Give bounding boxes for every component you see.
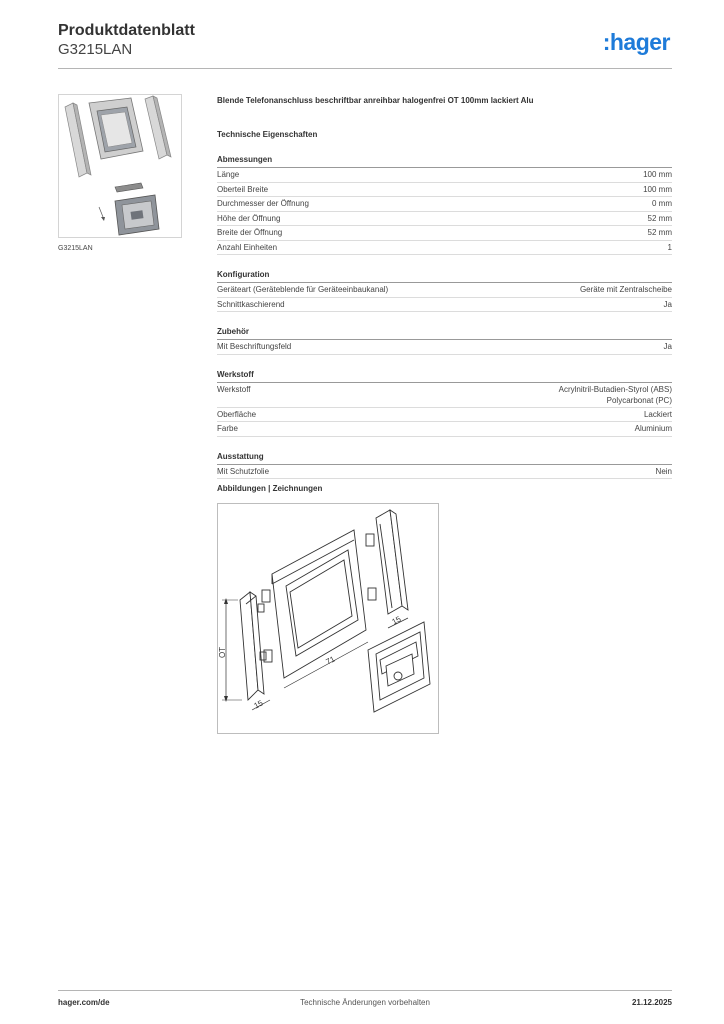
footer-website[interactable]: hager.com/de <box>58 998 110 1007</box>
spec-value: 0 mm <box>652 199 672 208</box>
document-title: Produktdatenblatt <box>58 22 195 39</box>
group-zubehoer <box>217 327 672 355</box>
spec-value: Nein <box>655 466 672 476</box>
spec-value: 52 mm <box>647 213 672 223</box>
spec-label: Werkstoff <box>217 384 251 394</box>
spec-row <box>217 168 672 183</box>
footer-divider <box>58 990 672 991</box>
page-header <box>58 22 672 58</box>
spec-label: Farbe <box>217 424 238 433</box>
spec-value: 100 mm <box>643 170 672 179</box>
spec-row <box>217 197 672 212</box>
footer-notice: Technische Änderungen vorbehalten <box>300 998 430 1007</box>
technical-drawing <box>217 503 439 734</box>
product-exploded-illustration <box>59 95 181 237</box>
spec-row <box>217 383 672 408</box>
group-title: Werkstoff <box>217 370 672 383</box>
spec-row <box>217 340 672 355</box>
thumbnail-caption: G3215LAN <box>58 245 93 252</box>
spec-row <box>217 212 672 227</box>
spec-label: Oberteil Breite <box>217 184 269 194</box>
spec-label: Oberfläche <box>217 409 257 419</box>
group-title: Konfiguration <box>217 270 672 283</box>
group-title: Ausstattung <box>217 452 672 465</box>
spec-value: Aluminium <box>634 424 672 433</box>
footer-date: 21.12.2025 <box>631 998 672 1007</box>
spec-label: Mit Schutzfolie <box>217 466 270 476</box>
spec-label: Durchmesser der Öffnung <box>217 199 309 208</box>
product-description: Blende Telefonanschluss beschriftbar anreihbar halogenfrei OT 100mm lackiert Alu <box>217 96 534 105</box>
group-abmessungen <box>217 155 672 255</box>
technical-heading: Technische Eigenschaften <box>217 130 318 139</box>
dimension-ot: OT <box>218 646 228 659</box>
group-title: Abmessungen <box>217 155 672 168</box>
spec-row <box>217 298 672 313</box>
spec-row <box>217 465 672 480</box>
spec-value: Lackiert <box>643 409 672 419</box>
dimension-15-right: 15 <box>390 614 403 627</box>
spec-row <box>217 422 672 437</box>
spec-value: 100 mm <box>643 184 672 194</box>
spec-row <box>217 408 672 423</box>
hager-logo: :hager <box>602 29 670 55</box>
spec-label: Breite der Öffnung <box>217 228 283 237</box>
spec-label: Anzahl Einheiten <box>217 242 278 252</box>
spec-value: Ja <box>663 342 672 351</box>
exploded-line-drawing <box>218 504 438 733</box>
spec-label: Geräteart (Geräteblende für Geräteeinbaukanal) <box>217 285 389 294</box>
spec-value: 52 mm <box>647 228 672 237</box>
spec-row <box>217 283 672 298</box>
product-thumbnail <box>58 94 182 238</box>
spec-row <box>217 183 672 198</box>
spec-value: Geräte mit Zentralscheibe <box>579 285 672 294</box>
product-code: G3215LAN <box>58 41 133 58</box>
dimension-15-bottom: 15 <box>252 698 265 711</box>
spec-value: Acrylnitril-Butadien-Styrol (ABS) Polycarbonat (PC) <box>558 384 672 405</box>
header-divider <box>58 68 672 69</box>
spec-label: Länge <box>217 170 240 179</box>
group-ausstattung <box>217 452 672 480</box>
spec-label: Schnittkaschierend <box>217 299 285 309</box>
drawings-heading: Abbildungen | Zeichnungen <box>217 484 323 493</box>
spec-label: Mit Beschriftungsfeld <box>217 342 292 351</box>
dimension-71: 71 <box>324 654 337 667</box>
group-title: Zubehör <box>217 327 672 340</box>
spec-value: Ja <box>663 299 672 309</box>
spec-row <box>217 241 672 256</box>
spec-label: Höhe der Öffnung <box>217 213 281 223</box>
product-details <box>217 96 672 479</box>
group-konfiguration <box>217 270 672 312</box>
group-werkstoff <box>217 370 672 437</box>
spec-row <box>217 226 672 241</box>
spec-value: 1 <box>667 242 672 252</box>
